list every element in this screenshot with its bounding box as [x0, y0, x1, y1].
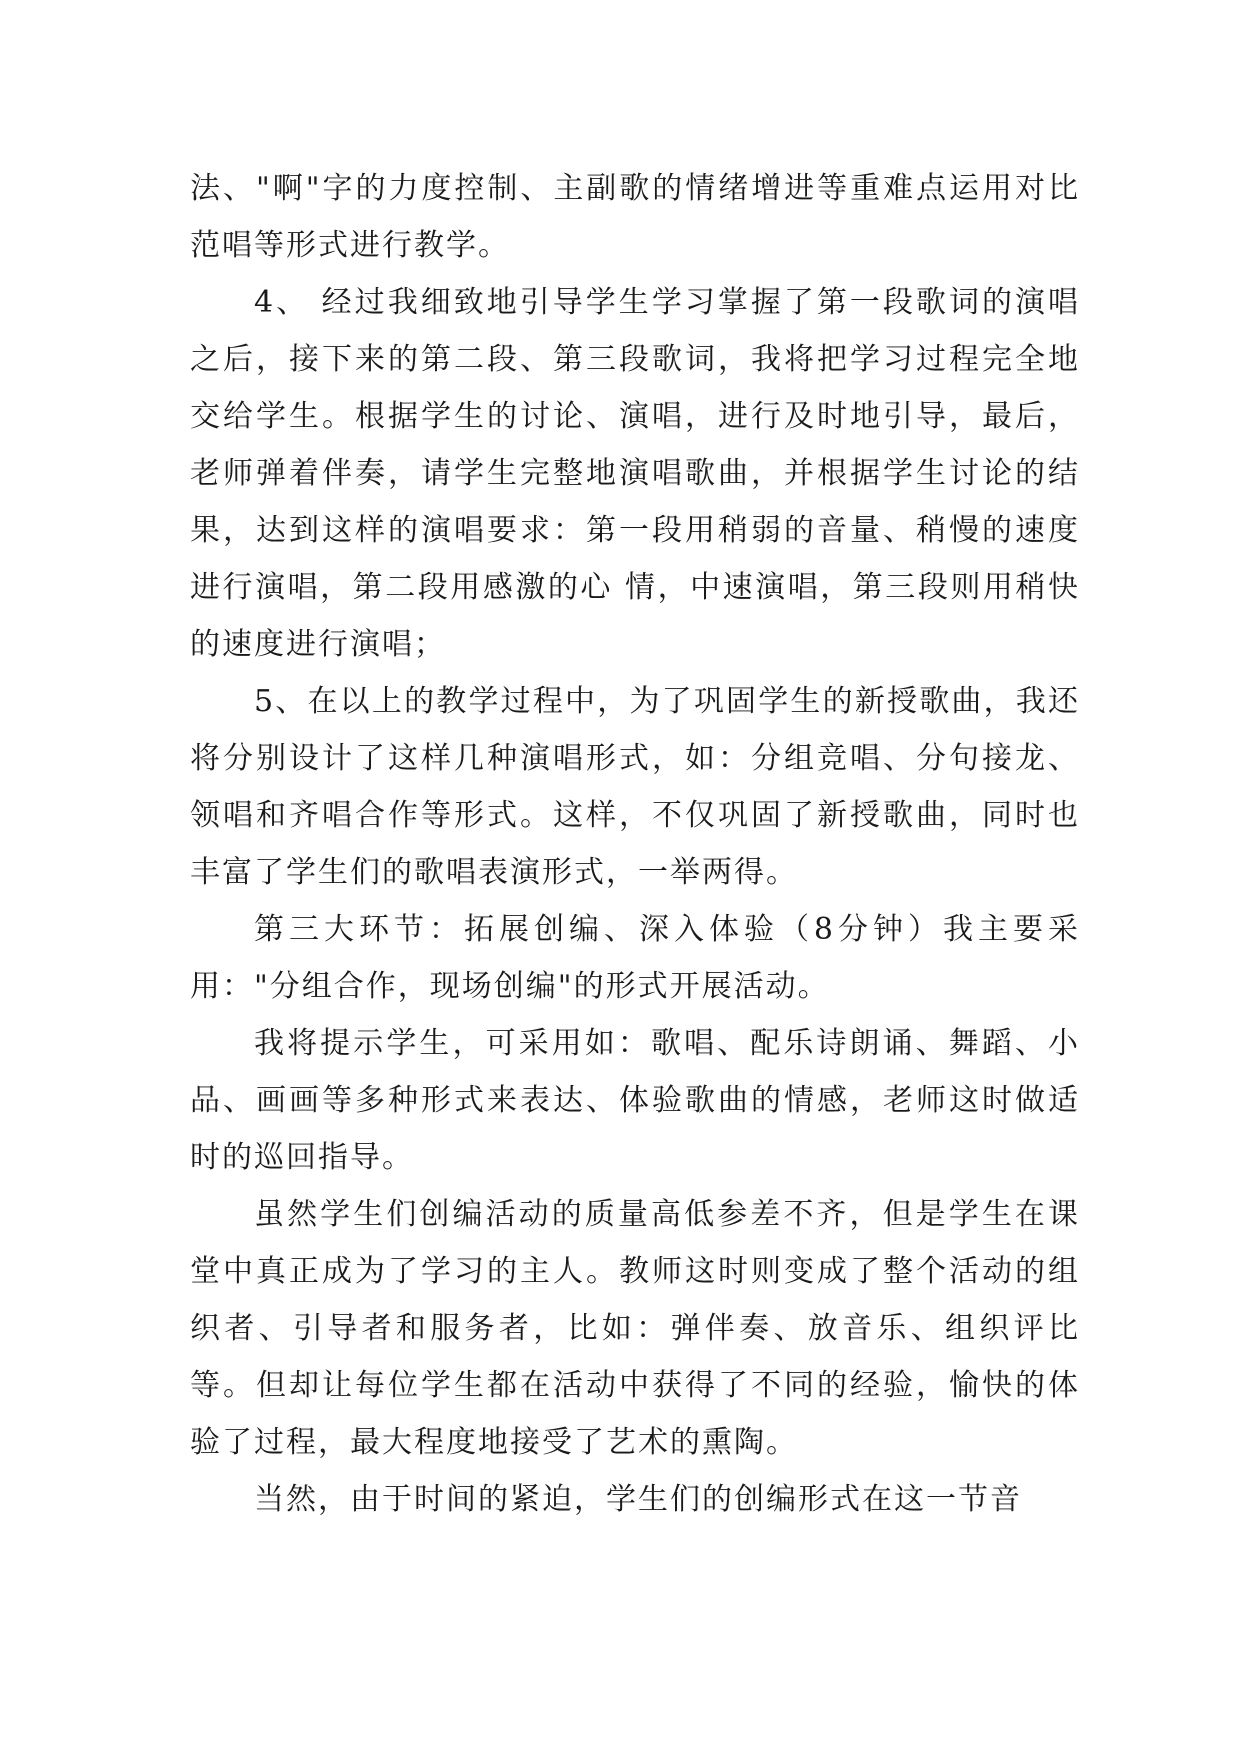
body-text	[190, 160, 1080, 1528]
paragraph-2: 4、 经过我细致地引导学生学习掌握了第一段歌词的演唱之后，接下来的第二段、第三段歌词，我将把学习过程完全地交给学生。根据学生的讨论、演唱，进行及时地引导，最后，老师弹着伴奏，请学生完整地演唱歌曲，并根据学生讨论的结果，达到这样的演唱要求：第一段用稍弱的音量、稍慢的速度进行演唱，第二段用感激的心 情，中速演唱，第三段则用稍快的速度进行演唱；	[190, 285, 1080, 662]
paragraph-6: 虽然学生们创编活动的质量高低参差不齐，但是学生在课堂中真正成为了学习的主人。教师这时则变成了整个活动的组织者、引导者和服务者，比如：弹伴奏、放音乐、组织评比等。但却让每位学生都在活动中获得了不同的经验，愉快的体验了过程，最大程度地接受了艺术的熏陶。	[190, 1197, 1080, 1460]
paragraph-4: 第三大环节：拓展创编、深入体验（8分钟）我主要采用："分组合作，现场创编"的形式开展活动。	[190, 912, 1080, 1004]
paragraph-7: 当然，由于时间的紧迫，学生们的创编形式在这一节音	[254, 1482, 1022, 1517]
paragraph-3: 5、在以上的教学过程中，为了巩固学生的新授歌曲，我还将分别设计了这样几种演唱形式，如：分组竞唱、分句接龙、领唱和齐唱合作等形式。这样，不仅巩固了新授歌曲，同时也丰富了学生们的歌唱表演形式，一举两得。	[190, 684, 1080, 890]
paragraph-1: 法、"啊"字的力度控制、主副歌的情绪增进等重难点运用对比范唱等形式进行教学。	[190, 171, 1080, 263]
paragraph-5: 我将提示学生，可采用如：歌唱、配乐诗朗诵、舞蹈、小品、画画等多种形式来表达、体验歌曲的情感，老师这时做适时的巡回指导。	[190, 1026, 1080, 1175]
